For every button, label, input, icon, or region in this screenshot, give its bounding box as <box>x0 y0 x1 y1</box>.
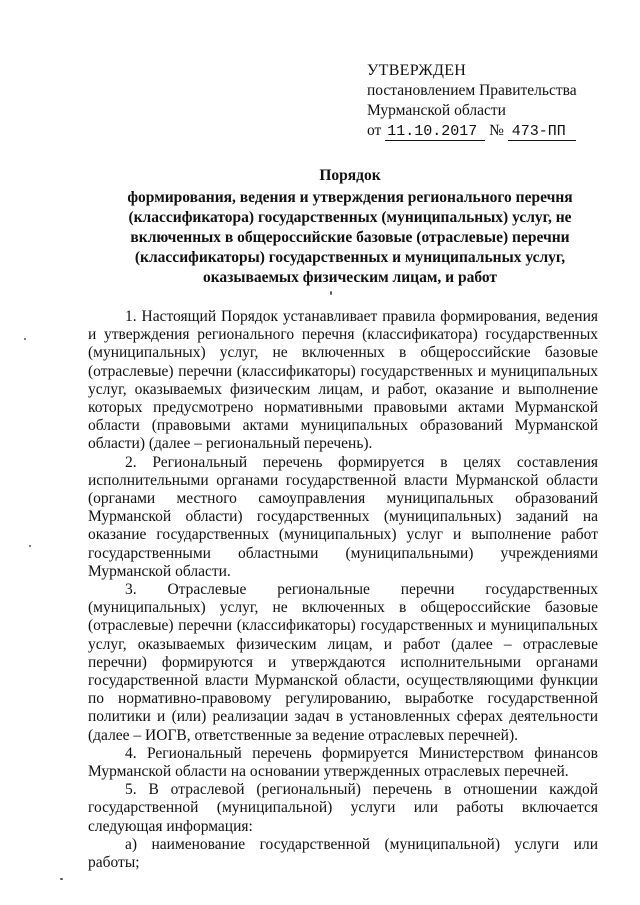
scan-speck <box>60 878 63 880</box>
paragraph-4: 4. Региональный перечень формируется Министерством финансов Мурманской области на основании утвержденных отраслевых перечней. <box>88 744 598 781</box>
date-prefix: от <box>367 122 382 139</box>
document-title <box>80 166 620 288</box>
paragraph-5: 5. В отраслевой (региональный) перечень в отношении каждой государственной (муниципальной) услуги или работы включается следующая информация: <box>88 781 598 835</box>
paragraph-2: 2. Региональный перечень формируется в целях составления исполнительными органами государственной власти Мурманской области (органами местного самоуправления муниципальных образований Мурманской области) государственных (муниципальных) заданий на оказание государственных (муниципальных) услуг и выполнение работ государственными областными (муниципальными) учреждениями Мурманской области. <box>88 453 598 580</box>
approval-date: 11.10.2017 <box>385 123 485 141</box>
paragraph-5a: а) наименование государственной (муниципальной) услуги или работы; <box>88 835 598 872</box>
approval-title: УТВЕРЖДЕН <box>367 62 467 79</box>
scan-speck <box>330 291 332 295</box>
title-line: (классификатора) государственных (муниципальных) услуг, не <box>128 209 572 226</box>
scan-speck <box>24 338 26 340</box>
document-body <box>88 308 598 872</box>
approval-line-1: постановлением Правительства <box>367 82 577 99</box>
title-line: оказываемых физическим лицам, и работ <box>202 269 498 286</box>
scan-speck <box>29 545 31 547</box>
approval-date-line <box>367 121 627 141</box>
paragraph-3: 3. Отраслевые региональные перечни государственных (муниципальных) услуг, не включенных в общероссийские базовые (отраслевые) перечни (классификаторы) государственных и муниципальных услуг, оказываемых физическим лицам, и работ (далее – отраслевые перечни) формируются и утверждаются исполнительными органами государственной власти Мурманской области, осуществляющими функции по нормативно-правовому регулированию, выработке государственной политики и (или) реализации задач в установленных сферах деятельности (далее – ИОГВ, ответственные за ведение отраслевых перечней). <box>88 581 598 744</box>
paragraph-1: 1. Настоящий Порядок устанавливает правила формирования, ведения и утверждения регионального перечня (классификатора) государственных (муниципальных) услуг, не включенных в общероссийские базовые (отраслевые) перечни (классификаторы) государственных и муниципальных услуг, оказываемых физическим лицам, и работ, оказание и выполнение которых предусмотрено нормативными правовыми актами Мурманской области (правовыми актами муниципальных образований Мурманской области) (далее – региональный перечень). <box>88 308 598 453</box>
approval-stamp <box>367 61 627 141</box>
title-line: включенных в общероссийские базовые (отраслевые) перечни <box>130 229 570 246</box>
title-heading: Порядок <box>319 167 381 184</box>
title-line: (классификаторы) государственных и муниципальных услуг, <box>134 249 566 266</box>
number-prefix: № <box>489 122 504 139</box>
approval-number: 473-ПП <box>508 123 576 141</box>
title-line: формирования, ведения и утверждения регионального перечня <box>127 189 573 206</box>
approval-line-2: Мурманской области <box>367 102 506 119</box>
